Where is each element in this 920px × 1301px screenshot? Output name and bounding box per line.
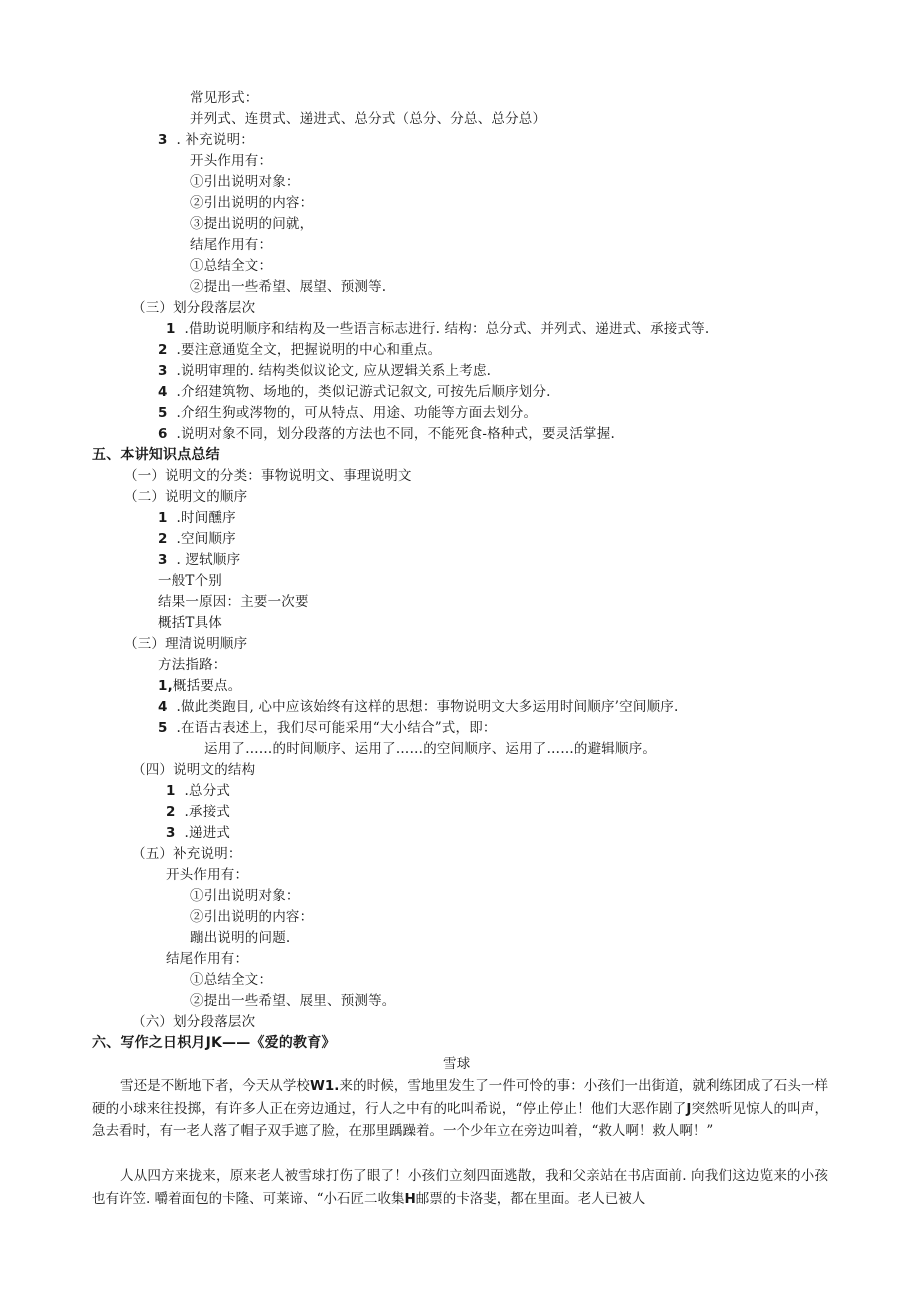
text-line: ①总结全文： (190, 258, 273, 274)
list-text: .在语古表述上，我们尽可能采用“大小结合”式，即： (176, 720, 497, 736)
list-text: .空间顺序 (176, 531, 236, 547)
numbered-line (158, 508, 236, 528)
list-text: .要注意通览全文，把握说明的中心和重点。 (176, 342, 442, 358)
text-line: ②提出一些希望、展里、预测等。 (190, 993, 396, 1009)
story-paragraph (92, 1075, 828, 1143)
subsection-heading: （三）划分段落层次 (132, 300, 256, 316)
numbered-line (166, 823, 230, 843)
text-line: ①引出说明对象： (190, 888, 300, 904)
subsection-heading: （四）说明文的结构 (132, 762, 256, 778)
list-text: . 补充说明： (176, 132, 254, 148)
subsection-heading: （三）理清说明顺序 (124, 636, 248, 652)
paragraph-text: W1. (310, 1078, 340, 1094)
text-line: ①总结全文： (190, 972, 273, 988)
text-line: 结尾作用有： (190, 237, 273, 253)
paragraph-text: 人从四方来拢来，原来老人被雪球打伤了眼了！小孩们立刻四面逃散，我和父亲站在书店面前. 向我们这边览来的小孩也有许笠. 嚼着面包的卡隆、可莱谛、“小石匠二收集 (92, 1168, 828, 1207)
list-text: .承接式 (184, 804, 231, 820)
text-line: ②引出说明的内容： (190, 195, 314, 211)
paragraph-text: J (686, 1100, 692, 1117)
numbered-line (158, 340, 441, 360)
list-number: 1 (166, 321, 176, 337)
text-line: 并列式、连贯式、递进式、总分式（总分、分总、总分总） (190, 111, 547, 127)
list-number: 3 (158, 552, 168, 568)
list-text: .说明审理的. 结构类似议论文, 应从逻辑关系上考虑. (176, 363, 492, 379)
list-number: 1 (166, 783, 176, 799)
subsection-heading: （六）划分段落层次 (132, 1014, 256, 1030)
subsection-heading: （五）补充说明： (132, 846, 242, 862)
list-number: 3 (166, 825, 176, 841)
list-number: 2 (166, 804, 176, 820)
numbered-line (166, 781, 230, 801)
numbered-line (166, 802, 230, 822)
list-number: 2 (158, 342, 168, 358)
text-line: 蹦出说明的问题. (190, 930, 291, 946)
numbered-line (158, 529, 236, 549)
numbered-line (166, 319, 709, 339)
list-number: 1, (158, 678, 173, 694)
paragraph-text: 突然听见惊人的叫声，急去看时，有一老人落了帽子双手遮了脸，在那里踽躁着。一个少年立在旁边叫着，“救人啊！救人啊！” (92, 1100, 829, 1139)
list-number: 4 (158, 384, 168, 400)
text-line: 开头作用有： (190, 153, 273, 169)
list-text: .借助说明顺序和结构及一些语言标志进行. 结构：总分式、并列式、递进式、承接式等. (184, 321, 710, 337)
text-line: 运用了……的时间顺序、运用了……的空间顺序、运用了……的避辑顺序。 (204, 741, 657, 757)
text-line: ①引出说明对象： (190, 174, 300, 190)
list-text: .介绍生狗或涔物的，可从特点、用途、功能等方面去划分。 (176, 405, 538, 421)
list-number: 3 (158, 363, 168, 379)
text-line: 一般T个别 (158, 573, 223, 589)
list-number: 5 (158, 405, 168, 421)
list-number: 6 (158, 426, 168, 442)
paragraph-text: 邮票的卡洛斐，都在里面。老人已被人 (415, 1190, 646, 1207)
list-text: .介绍建筑物、场地的，类似记游式记叙文, 可按先后顺序划分. (176, 384, 551, 400)
numbered-line (158, 361, 491, 381)
text-line: 概括T具体 (158, 615, 223, 631)
list-text: . 逻轼顺序 (176, 552, 241, 568)
list-text: .递进式 (184, 825, 231, 841)
numbered-line (158, 382, 551, 402)
text-line: 常见形式： (190, 90, 259, 106)
list-text: .总分式 (184, 783, 231, 799)
numbered-line (158, 718, 497, 738)
text-line: ③提出说明的问就， (190, 216, 314, 232)
text-line: 方法指路： (158, 657, 227, 673)
numbered-line (158, 676, 241, 696)
paragraph-text: 雪还是不断地下者，今天从学校 (120, 1078, 311, 1094)
list-number: 1 (158, 510, 168, 526)
subsection-heading: （一）说明文的分类：事物说明文、事理说明文 (124, 468, 412, 484)
numbered-line (158, 697, 678, 717)
story-title: 雪球 (443, 1056, 471, 1072)
text-line: 开头作用有： (166, 867, 249, 883)
text-line: ②引出说明的内容： (190, 909, 314, 925)
numbered-line (158, 550, 240, 570)
numbered-line (158, 130, 254, 150)
subsection-heading: （二）说明文的顺序 (124, 489, 248, 505)
text-line: 结果一原因：主要一次要 (158, 594, 309, 610)
text-line: ②提出一些希望、展望、预测等. (190, 279, 387, 295)
list-text: .时间醺序 (176, 510, 236, 526)
list-number: 4 (158, 699, 168, 715)
numbered-line (158, 424, 615, 444)
text-line: 结尾作用有： (166, 951, 249, 967)
numbered-line (158, 403, 537, 423)
list-text: .做此类跑目, 心中应该始终有这样的思想：事物说明文大多运用时间顺序’空间顺序. (176, 699, 679, 715)
paragraph-text: 来的时候，雪地里发生了一件可怜的事：小孩们一出街道，就利练团成了石头一样硬的小球来往投掷，有许多人正在旁边通过，行人之中有的叱叫希说，“停止停止！他们大恶作剧了 (92, 1078, 829, 1117)
list-text: .说明对象不同，划分段落的方法也不同，不能死食-格种式，要灵活掌握. (176, 426, 615, 442)
story-paragraph (92, 1165, 828, 1210)
list-number: 5 (158, 720, 168, 736)
list-text: 概括要点。 (172, 678, 242, 694)
list-number: 3 (158, 132, 168, 148)
section-heading: 五、本讲知识点总结 (92, 447, 220, 463)
section-heading: 六、写作之日枳月JK——《爱的教育》 (92, 1035, 336, 1051)
paragraph-text: H (404, 1190, 416, 1207)
list-number: 2 (158, 531, 168, 547)
